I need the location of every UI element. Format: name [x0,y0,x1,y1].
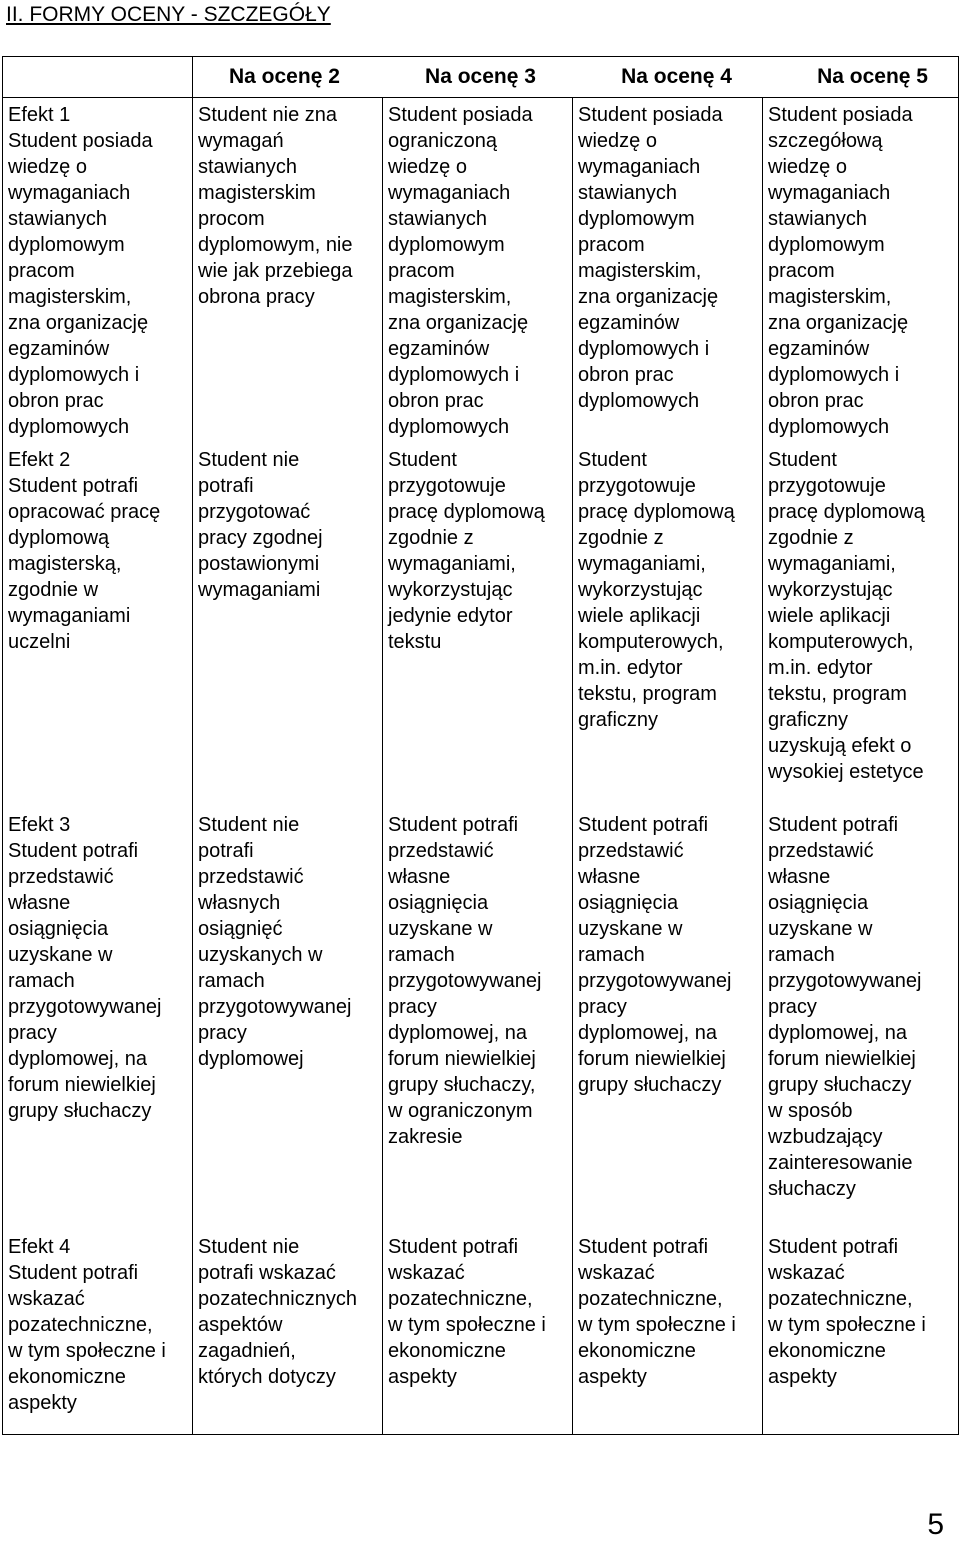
cell-text-line: dyplomowej [198,1048,304,1070]
cell-text-line: zna organizację [8,312,149,334]
cell-text-line: ramach [8,970,75,992]
cell-text-line: w tym społeczne i [578,1314,736,1336]
cell-text-line: forum niewielkiej [8,1074,156,1096]
cell-text-line: wykorzystując [578,579,703,601]
cell-text-line: egzaminów [768,338,870,360]
cell-text-line: obron prac [768,390,864,412]
cell-text-line: wymaganiami [198,579,321,601]
header-grade-4: Na ocenę 4 [621,65,732,88]
cell-text-line: dyplomowym [768,234,885,256]
header-grade-2: Na ocenę 2 [229,65,340,88]
cell-text-line: przedstawić [8,866,114,888]
cell-text-line: Student potrafi [768,814,899,836]
cell-text-line: grupy słuchaczy [578,1074,722,1096]
cell-text-line: Student nie zna [198,104,337,126]
cell-text-line: stawianych [388,208,487,230]
cell-text-line: komputerowych, [768,631,914,653]
cell-text-line: wskazać [578,1262,655,1284]
cell-text-line: przygotować [198,501,311,523]
ocena4-block-2 [578,447,757,812]
efekt-title: Efekt 4 [8,1236,71,1258]
cell-text-line: wiele aplikacji [768,605,891,627]
cell-text-line: magisterskim [198,182,316,204]
cell-text-line: ekonomiczne [578,1340,696,1362]
cell-text-line: Student potrafi [8,475,139,497]
page-title: II. FORMY OCENY - SZCZEGÓŁY [6,3,331,26]
cell-text-line: Student potrafi [388,814,519,836]
cell-text-line: jedynie edytor [388,605,513,627]
ocena4-block-4 [578,1234,757,1434]
cell-text-line: ekonomiczne [8,1366,126,1388]
cell-text-line: pracom [388,260,455,282]
header-grade-3: Na ocenę 3 [425,65,536,88]
content-row [3,98,959,1435]
cell-text-line: w tym społeczne i [8,1340,166,1362]
cell-text-line: uzyskują efekt o [768,735,912,757]
cell-text-line: zgodnie z [578,527,664,549]
cell-text-line: wymaganiami, [578,553,706,575]
cell-text-line: Student nie [198,1236,300,1258]
cell-text-line: wiele aplikacji [578,605,701,627]
cell-text-line: własne [8,892,71,914]
cell-text-line: egzaminów [578,312,680,334]
cell-text-line: zna organizację [578,286,719,308]
cell-text-line: magisterskim, [578,260,702,282]
ocena5-block-1 [768,102,953,447]
cell-text-line: wiedzę o [8,156,87,178]
cell-text-line: pozatechniczne, [768,1288,913,1310]
cell-text-line: m.in. edytor [578,657,683,679]
ocena-2-column [193,98,383,1435]
cell-text-line: wymaganiach [578,156,701,178]
cell-text-line: grupy słuchaczy [8,1100,152,1122]
cell-text-line: forum niewielkiej [578,1048,726,1070]
efekt-column [3,98,193,1435]
efekt-title: Efekt 3 [8,814,71,836]
cell-text-line: uzyskane w [8,944,113,966]
cell-text-line: pracy [768,996,817,1018]
ocena-3-column [383,98,573,1435]
cell-text-line: osiągnięć [198,918,283,940]
cell-text-line: ramach [578,944,645,966]
cell-text-line: ramach [388,944,455,966]
header-grade-5: Na ocenę 5 [817,65,928,88]
cell-text-line: Student potrafi [388,1236,519,1258]
cell-text-line: pracom [768,260,835,282]
cell-text-line: w ograniczonym [388,1100,533,1122]
cell-text-line: pracom [578,234,645,256]
cell-text-line: uzyskanych w [198,944,323,966]
cell-text-line: dyplomowej, na [578,1022,717,1044]
cell-text-line: obron prac [578,364,674,386]
cell-text-line: dyplomowych i [8,364,140,386]
cell-text-line: przygotowuje [768,475,886,497]
cell-text-line: zakresie [388,1126,463,1148]
cell-text-line: wykorzystując [768,579,893,601]
cell-text-line: magisterskim, [388,286,512,308]
cell-text-line: obrona pracy [198,286,315,308]
header-row [3,57,959,98]
cell-text-line: ekonomiczne [388,1340,506,1362]
cell-text-line: wiedzę o [578,130,657,152]
cell-text-line: przedstawić [198,866,304,888]
efekt-block-3 [8,812,187,1234]
cell-text-line: Student potrafi [8,840,139,862]
cell-text-line: Student posiada [768,104,913,126]
cell-text-line: pracę dyplomową [768,501,925,523]
cell-text-line: przedstawić [388,840,494,862]
cell-text-line: Student posiada [388,104,533,126]
cell-text-line: pozatechniczne, [578,1288,723,1310]
cell-text-line: osiągnięcia [8,918,109,940]
cell-text-line: przygotowywanej [198,996,352,1018]
cell-text-line: osiągnięcia [768,892,869,914]
cell-text-line: wiedzę o [768,156,847,178]
cell-text-line: dyplomowej, na [388,1022,527,1044]
ocena-4-column [573,98,763,1435]
cell-text-line: wykorzystując [388,579,513,601]
cell-text-line: stawianych [198,156,297,178]
cell-text-line: uzyskane w [768,918,873,940]
cell-text-line: aspekty [768,1366,837,1388]
cell-text-line: których dotyczy [198,1366,336,1388]
cell-text-line: pracy [198,1022,247,1044]
efekt-block-4 [8,1234,187,1434]
ocena3-block-3 [388,812,567,1234]
ocena-5-column [763,98,959,1435]
ocena3-block-1 [388,102,567,447]
cell-text-line: własne [388,866,451,888]
cell-text-line: dyplomowych [578,390,700,412]
cell-text-line: forum niewielkiej [768,1048,916,1070]
cell-text-line: dyplomowej, na [768,1022,907,1044]
cell-text-line: wskazać [768,1262,845,1284]
cell-text-line: Student posiada [8,130,153,152]
ocena4-block-3 [578,812,757,1234]
cell-text-line: stawianych [578,182,677,204]
cell-text-line: przygotowywanej [768,970,922,992]
cell-text-line: zna organizację [768,312,909,334]
cell-text-line: wymaganiach [768,182,891,204]
ocena5-block-3 [768,812,953,1234]
cell-text-line: aspekty [578,1366,647,1388]
cell-text-line: tekstu [388,631,442,653]
cell-text-line: magisterskim, [8,286,132,308]
efekt-block-1 [8,102,187,447]
cell-text-line: w tym społeczne i [768,1314,926,1336]
cell-text-line: zgodnie w [8,579,99,601]
ocena3-block-2 [388,447,567,812]
cell-text-line: Student potrafi [768,1236,899,1258]
cell-text-line: wymaganiami, [768,553,896,575]
cell-text-line: Student [388,449,457,471]
cell-text-line: Student potrafi [578,814,709,836]
cell-text-line: aspekty [388,1366,457,1388]
cell-text-line: własne [768,866,831,888]
cell-text-line: przygotowuje [578,475,696,497]
ocena2-block-1 [198,102,377,447]
cell-text-line: uczelni [8,631,71,653]
cell-text-line: Student posiada [578,104,723,126]
ocena5-block-4 [768,1234,953,1434]
cell-text-line: uzyskane w [388,918,493,940]
cell-text-line: pracy [388,996,437,1018]
cell-text-line: m.in. edytor [768,657,873,679]
cell-text-line: potrafi [198,840,254,862]
ocena2-block-3 [198,812,377,1234]
cell-text-line: wymaganiach [388,182,511,204]
cell-text-line: własnych [198,892,281,914]
cell-text-line: stawianych [8,208,107,230]
cell-text-line: pracę dyplomową [388,501,545,523]
ocena3-block-4 [388,1234,567,1434]
cell-text-line: własne [578,866,641,888]
cell-text-line: aspektów [198,1314,283,1336]
cell-text-line: wskazać [388,1262,465,1284]
efekt-block-2 [8,447,187,812]
cell-text-line: egzaminów [8,338,110,360]
cell-text-line: zagadnień, [198,1340,296,1362]
cell-text-line: ograniczoną [388,130,497,152]
cell-text-line: Student [578,449,647,471]
cell-text-line: wiedzę o [388,156,467,178]
cell-text-line: wymaganiach [8,182,131,204]
cell-text-line: potrafi [198,475,254,497]
cell-text-line: Student nie [198,814,300,836]
cell-text-line: przygotowuje [388,475,506,497]
cell-text-line: magisterską, [8,553,122,575]
cell-text-line: pracę dyplomową [578,501,735,523]
assessment-table [2,56,959,1435]
cell-text-line: dyplomowych [388,416,510,438]
cell-text-line: zna organizację [388,312,529,334]
page-number: 5 [927,1508,944,1541]
cell-text-line: dyplomowych i [578,338,710,360]
cell-text-line: zgodnie z [768,527,854,549]
cell-text-line: obron prac [8,390,104,412]
cell-text-line: przedstawić [578,840,684,862]
cell-text-line: zgodnie z [388,527,474,549]
cell-text-line: dyplomowym [578,208,695,230]
cell-text-line: potrafi wskazać [198,1262,336,1284]
cell-text-line: dyplomowym [8,234,125,256]
cell-text-line: dyplomowym, nie [198,234,353,256]
cell-text-line: dyplomowych i [388,364,520,386]
cell-text-line: Student potrafi [578,1236,709,1258]
cell-text-line: uzyskane w [578,918,683,940]
empty-corner-cell [3,57,193,98]
cell-text-line: wie jak przebiega [198,260,353,282]
efekt-title: Efekt 2 [8,449,71,471]
ocena2-block-4 [198,1234,377,1434]
cell-text-line: dyplomowym [388,234,505,256]
ocena4-block-1 [578,102,757,447]
cell-text-line: wymagań [198,130,284,152]
cell-text-line: w tym społeczne i [388,1314,546,1336]
cell-text-line: osiągnięcia [388,892,489,914]
cell-text-line: szczegółową [768,130,883,152]
cell-text-line: pracy [8,1022,57,1044]
cell-text-line: przygotowywanej [8,996,162,1018]
cell-text-line: wzbudzający [768,1126,883,1148]
cell-text-line: dyplomowych [768,416,890,438]
cell-text-line: pozatechniczne, [388,1288,533,1310]
ocena2-block-2 [198,447,377,812]
cell-text-line: tekstu, program [578,683,717,705]
cell-text-line: magisterskim, [768,286,892,308]
cell-text-line: dyplomową [8,527,110,549]
cell-text-line: wymaganiami, [388,553,516,575]
cell-text-line: osiągnięcia [578,892,679,914]
cell-text-line: komputerowych, [578,631,724,653]
cell-text-line: ramach [198,970,265,992]
cell-text-line: egzaminów [388,338,490,360]
cell-text-line: wskazać [8,1288,85,1310]
cell-text-line: grupy słuchaczy [768,1074,912,1096]
cell-text-line: ramach [768,944,835,966]
cell-text-line: pracy zgodnej [198,527,323,549]
cell-text-line: pracy [578,996,627,1018]
cell-text-line: graficzny [768,709,849,731]
cell-text-line: Student nie [198,449,300,471]
cell-text-line: forum niewielkiej [388,1048,536,1070]
cell-text-line: dyplomowych i [768,364,900,386]
cell-text-line: Student potrafi [8,1262,139,1284]
cell-text-line: dyplomowej, na [8,1048,147,1070]
cell-text-line: przedstawić [768,840,874,862]
cell-text-line: Student [768,449,837,471]
cell-text-line: grupy słuchaczy, [388,1074,536,1096]
grade-header-cell [193,57,959,98]
cell-text-line: procom [198,208,265,230]
cell-text-line: opracować pracę [8,501,161,523]
cell-text-line: ekonomiczne [768,1340,886,1362]
cell-text-line: aspekty [8,1392,77,1414]
cell-text-line: dyplomowych [8,416,130,438]
cell-text-line: w sposób [768,1100,853,1122]
cell-text-line: graficzny [578,709,659,731]
cell-text-line: wysokiej estetyce [768,761,924,783]
cell-text-line: zainteresowanie [768,1152,913,1174]
cell-text-line: postawionymi [198,553,320,575]
cell-text-line: pozatechniczne, [8,1314,153,1336]
cell-text-line: obron prac [388,390,484,412]
cell-text-line: słuchaczy [768,1178,856,1200]
cell-text-line: przygotowywanej [388,970,542,992]
cell-text-line: pozatechnicznych [198,1288,357,1310]
ocena5-block-2 [768,447,953,812]
cell-text-line: wymaganiami [8,605,131,627]
cell-text-line: stawianych [768,208,867,230]
efekt-title: Efekt 1 [8,104,71,126]
cell-text-line: przygotowywanej [578,970,732,992]
cell-text-line: pracom [8,260,75,282]
cell-text-line: tekstu, program [768,683,907,705]
